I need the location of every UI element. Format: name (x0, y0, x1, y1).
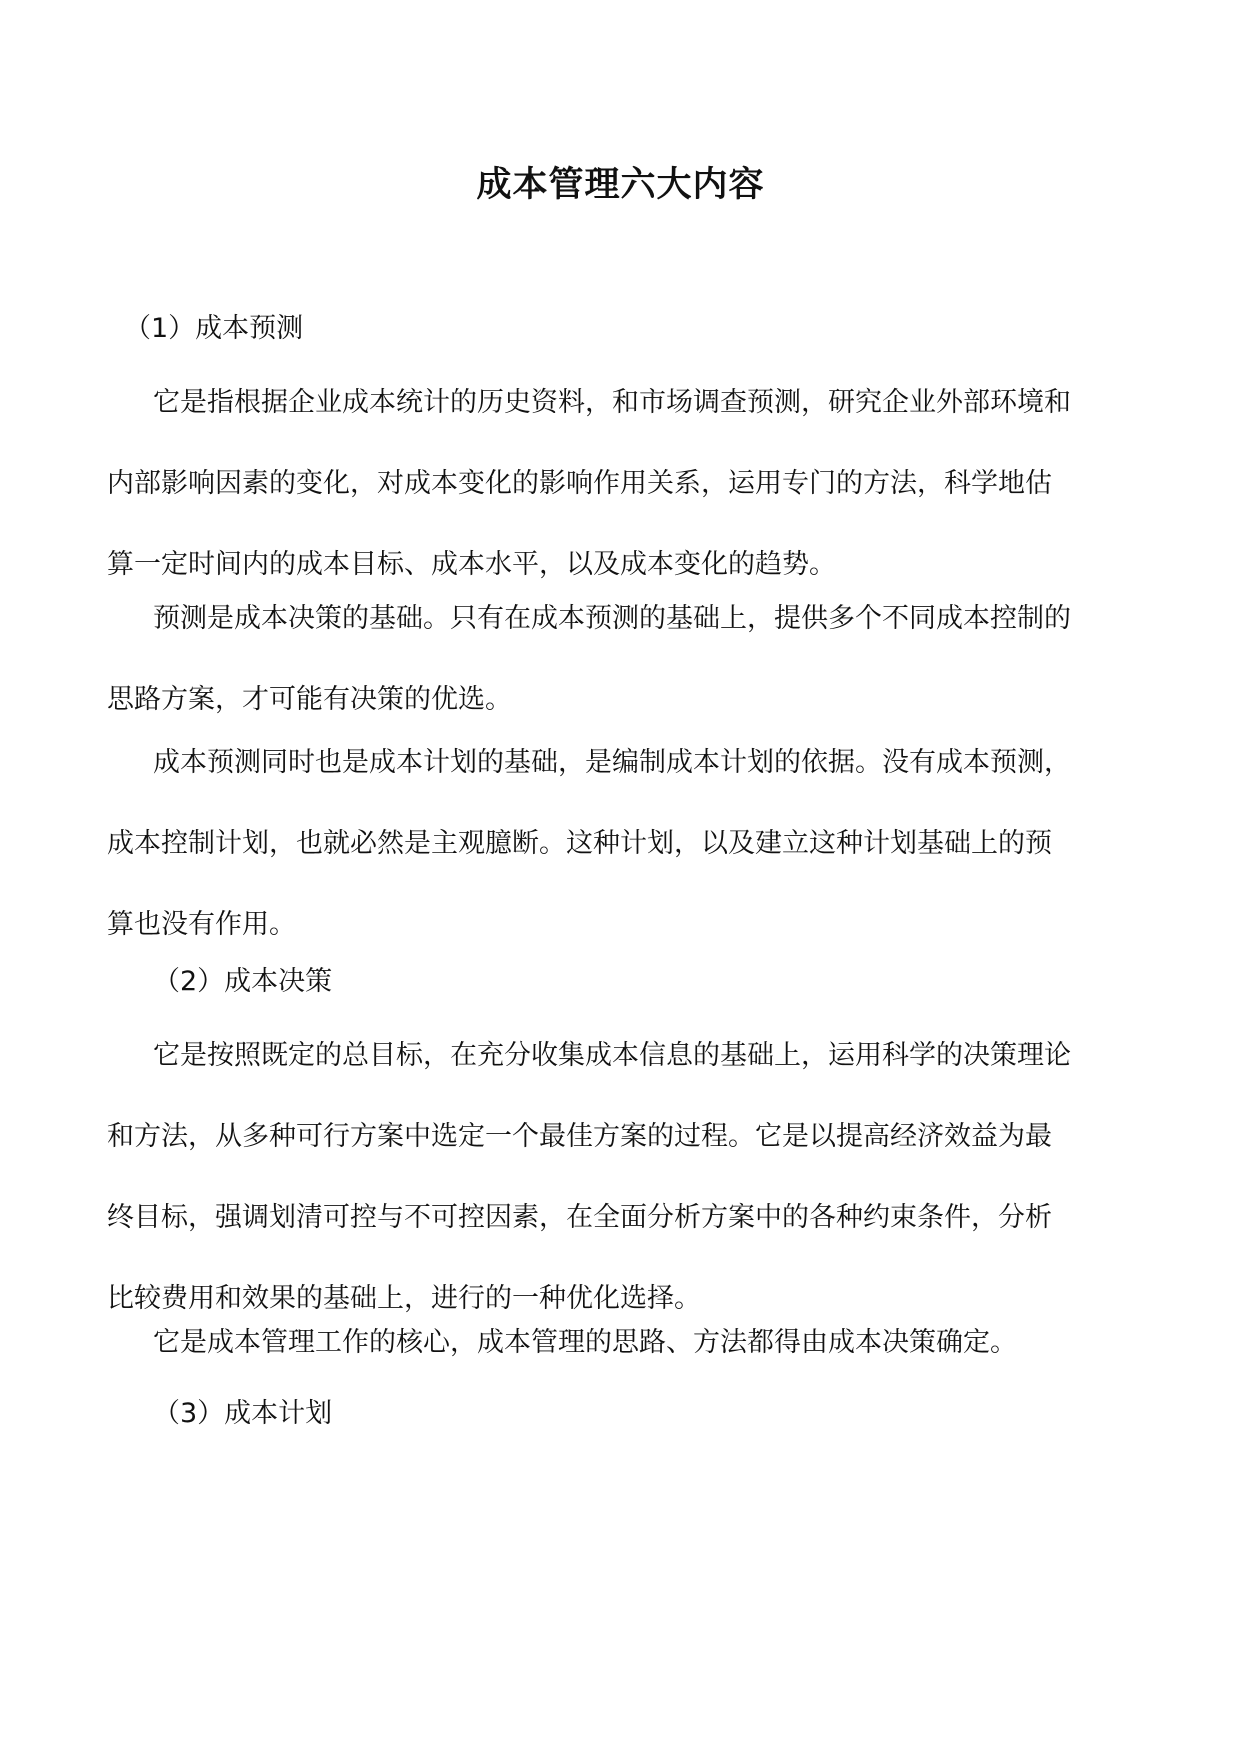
paragraph (107, 362, 1147, 605)
paragraph-line: 它是指根据企业成本统计的历史资料，和市场调查预测，研究企业外部环境和 (153, 387, 1071, 418)
paragraph-line: 终目标，强调划清可控与不可控因素，在全面分析方案中的各种约束条件，分析 (107, 1202, 1052, 1233)
document-title: 成本管理六大内容 (476, 165, 765, 205)
paragraph-line: 内部影响因素的变化，对成本变化的影响作用关系，运用专门的方法，科学地估 (107, 468, 1052, 499)
section-heading: （1）成本预测 (124, 313, 304, 344)
paragraph-line: 思路方案，才可能有决策的优选。 (107, 684, 512, 715)
section-heading: （3）成本计划 (153, 1398, 333, 1429)
section-1 (107, 288, 1147, 369)
paragraph-line: 它是成本管理工作的核心，成本管理的思路、方法都得由成本决策确定。 (153, 1327, 1017, 1358)
paragraph-line: 成本控制计划，也就必然是主观臆断。这种计划，以及建立这种计划基础上的预 (107, 828, 1052, 859)
paragraph (107, 722, 1147, 965)
paragraph-line: 算也没有作用。 (107, 909, 296, 940)
section-heading: （2）成本决策 (153, 966, 333, 997)
paragraph-line: 预测是成本决策的基础。只有在成本预测的基础上，提供多个不同成本控制的 (153, 603, 1071, 634)
section-3 (107, 1373, 1147, 1454)
paragraph-line: 成本预测同时也是成本计划的基础，是编制成本计划的依据。没有成本预测， (153, 747, 1071, 778)
paragraph-line: 算一定时间内的成本目标、成本水平，以及成本变化的趋势。 (107, 549, 836, 580)
paragraph-line: 比较费用和效果的基础上，进行的一种优化选择。 (107, 1283, 701, 1314)
paragraph-line: 它是按照既定的总目标，在充分收集成本信息的基础上，运用科学的决策理论 (153, 1040, 1071, 1071)
section-2 (107, 941, 1147, 1022)
paragraph (107, 1302, 1147, 1383)
paragraph (107, 578, 1147, 740)
paragraph (107, 1015, 1147, 1339)
paragraph-line: 和方法，从多种可行方案中选定一个最佳方案的过程。它是以提高经济效益为最 (107, 1121, 1052, 1152)
